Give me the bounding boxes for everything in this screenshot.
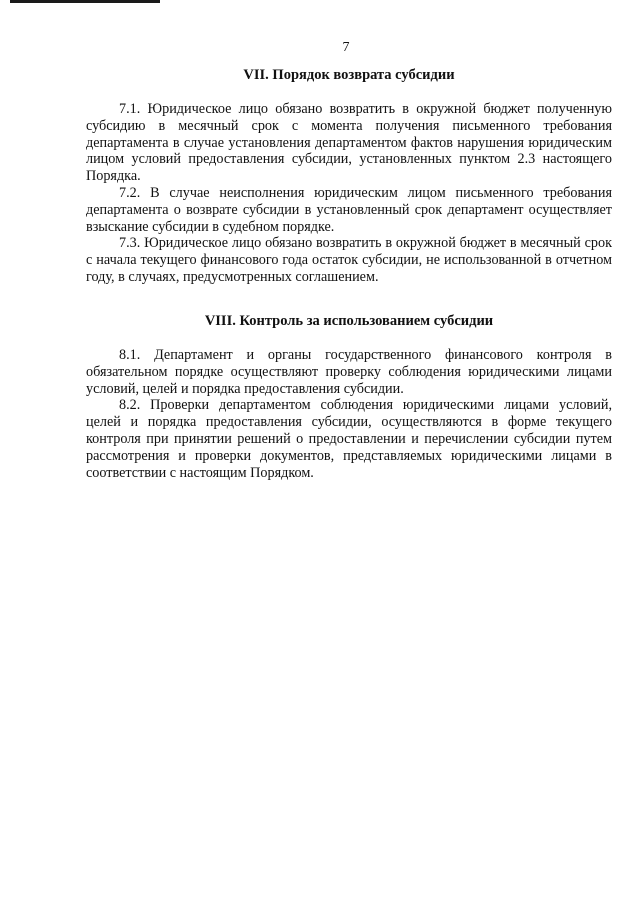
paragraph-7-3: 7.3. Юридическое лицо обязано возвратить в окружной бюджет в месячный срок с начала текущего финансового года остаток субсидии, не использованной в отчетном году, в случаях, предусмотренных соглашением.: [86, 235, 612, 285]
paragraph-7-2: 7.2. В случае неисполнения юридическим лицом письменного требования департамента о возврате субсидии в установленный срок департамент осуществляет взыскание субсидии в судебном порядке.: [86, 184, 612, 235]
paragraph-8-2: 8.2. Проверки департаментом соблюдения юридическими лицами условий, целей и порядка предоставления субсидии, осуществляются в форме текущего контроля при принятии решений о предоставлении и перечислении субсидии путем рассмотрения и проверки документов, представляемых юридическими лицами в соответствии с настоящим Порядком.: [86, 397, 612, 481]
top-rule-line: [10, 0, 160, 3]
paragraph-8-1: 8.1. Департамент и органы государственного финансового контроля в обязательном порядке осуществляют проверку соблюдения юридическими лицами условий, целей и порядка предоставления субсидии.: [86, 347, 612, 397]
paragraph-7-1: 7.1. Юридическое лицо обязано возвратить в окружной бюджет полученную субсидию в месячный срок с момента получения письменного требования департамента в случае установления департаментом фактов нарушения юридическим лицом условий предоставления субсидии, установленных пунктом 2.3 настоящего Порядка.: [86, 101, 612, 185]
section-vii-body: [86, 101, 612, 286]
section-heading-vii: VII. Порядок возврата субсидии: [243, 67, 455, 83]
section-viii-body: [86, 347, 612, 481]
section-heading-viii: VIII. Контроль за использованием субсидии: [204, 313, 494, 329]
page-number: 7: [342, 40, 350, 55]
